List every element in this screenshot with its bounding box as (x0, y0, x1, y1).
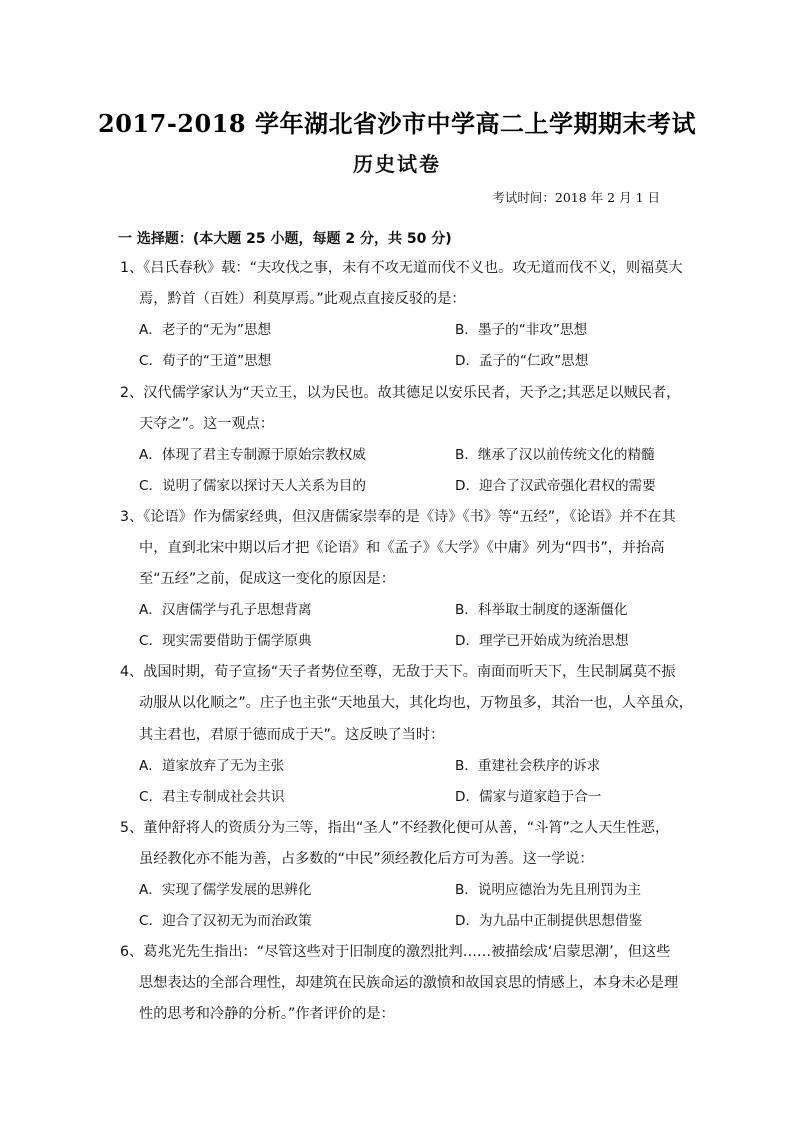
question-1-option-a: A．老子的“无为”思想 (139, 322, 272, 338)
question-1-option-c: C．荀子的“王道”思想 (139, 353, 272, 369)
question-2-option-c: C．说明了儒家以探讨天人关系为目的 (139, 478, 366, 494)
question-3-line-3: 至“五经”之前，促成这一变化的原因是： (139, 571, 395, 587)
question-3-line-2: 中，直到北宋中期以后才把《论语》和《孟子》《大学》《中庸》列为“四书”，并抬高 (139, 540, 665, 556)
question-3-option-c: C．现实需要借助于儒学原典 (139, 633, 312, 649)
question-4-line-1: 4、战国时期，荀子宣扬“天子者势位至尊，无敌于天下。南面而听天下，生民制属莫不振 (120, 664, 676, 680)
question-4-option-b: B．重建社会秩序的诉求 (455, 758, 601, 774)
question-1-line-2: 焉，黔首（百姓）利莫厚焉。”此观点直接反驳的是： (139, 291, 466, 307)
question-2-line-1: 2、汉代儒学家认为“天立王，以为民也。故其德足以安乐民者，天予之;其恶足以贼民者， (120, 385, 681, 401)
question-4-option-d: D．儒家与道家趋于合一 (455, 789, 602, 805)
question-6-line-1: 6、葛兆光先生指出：“尽管这些对于旧制度的激烈批判……被描绘成‘启蒙思潮’，但这些 (120, 944, 671, 960)
question-4-line-3: 其主君也，君原于德而成于天”。这反映了当时： (139, 727, 445, 743)
question-5-option-c: C．迎合了汉初无为而治政策 (139, 913, 312, 929)
question-1-option-d: D．孟子的“仁政”思想 (455, 353, 589, 369)
question-2-line-2: 天夺之”。这一观点： (139, 416, 275, 432)
question-6-line-2: 思想表达的全部合理性，却建筑在民族命运的激愤和故国哀思的情感上，本身未必是理 (139, 975, 679, 991)
question-2-option-b: B．继承了汉以前传统文化的精髓 (455, 447, 655, 463)
question-5-line-1: 5、董仲舒将人的资质分为三等，指出“圣人”不经教化便可从善，“斗筲”之人天生性恶， (120, 820, 670, 836)
question-4-option-c: C．君主专制成社会共识 (139, 789, 285, 805)
question-4-option-a: A．道家放弃了无为主张 (139, 758, 285, 774)
question-2-option-d: D．迎合了汉武帝强化君权的需要 (455, 478, 656, 494)
question-2-option-a: A．体现了君主专制源于原始宗教权威 (139, 447, 366, 463)
question-3-option-b: B．科举取士制度的逐渐僵化 (455, 602, 628, 618)
question-3-option-a: A．汉唐儒学与孔子思想背离 (139, 602, 312, 618)
question-3-option-d: D．理学已开始成为统治思想 (455, 633, 629, 649)
question-5-option-b: B．说明应德治为先且刑罚为主 (455, 882, 642, 898)
question-5-option-d: D．为九品中正制提供思想借鉴 (455, 913, 643, 929)
exam-time: 考试时间：2018 年 2 月 1 日 (492, 190, 660, 205)
document-subtitle: 历史试卷 (353, 152, 441, 176)
question-4-line-2: 动服从以化顺之”。庄子也主张“天地虽大，其化均也，万物虽多，其治一也，人卒虽众， (139, 695, 693, 711)
question-3-line-1: 3、《论语》作为儒家经典，但汉唐儒家崇奉的是《诗》《书》等“五经”，《论语》并不在其 (120, 509, 676, 525)
question-1-line-1: 1、《吕氏春秋》载：“夫攻伐之事，未有不攻无道而伐不义也。攻无道而伐不义，则福莫大 (120, 260, 683, 276)
question-5-line-2: 虽经教化亦不能为善，占多数的“中民”须经教化后方可为善。这一学说： (139, 851, 594, 867)
question-1-option-b: B．墨子的“非攻”思想 (455, 322, 588, 338)
section-heading: 一 选择题：(本大题 25 小题，每题 2 分，共 50 分) (118, 231, 452, 247)
question-6-line-3: 性的思考和冷静的分析。”作者评价的是： (139, 1006, 395, 1022)
question-5-option-a: A．实现了儒学发展的思辨化 (139, 882, 312, 898)
document-title: 2017-2018 学年湖北省沙市中学高二上学期期末考试 (98, 109, 696, 138)
